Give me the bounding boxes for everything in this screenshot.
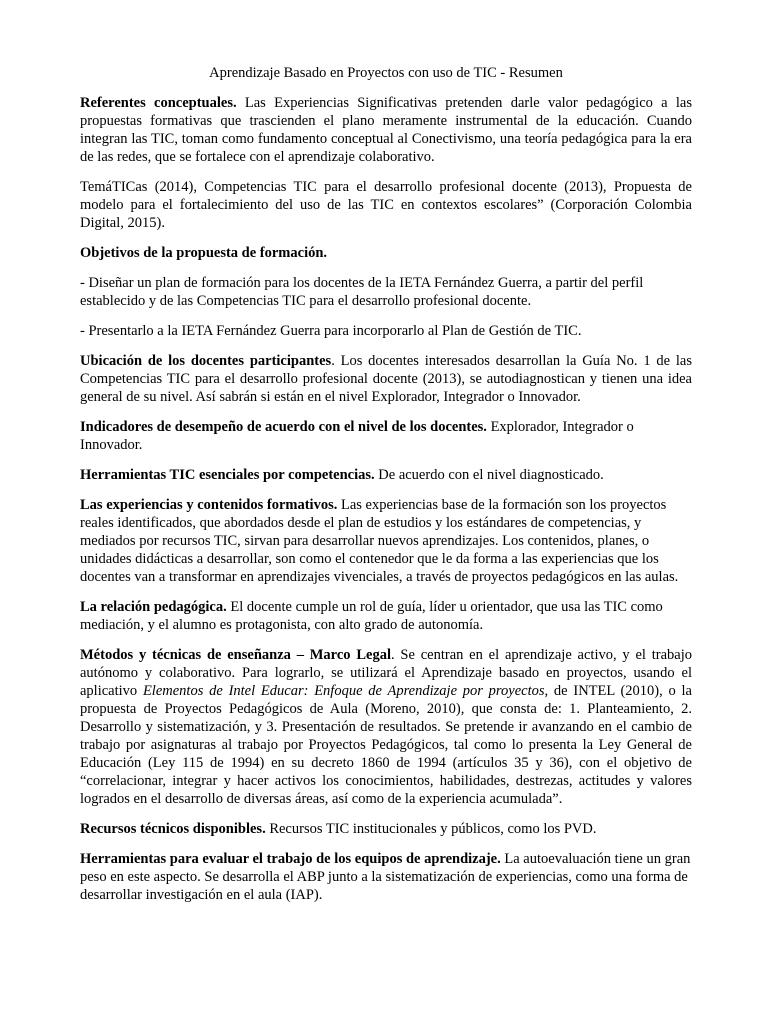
text-relacion: El docente cumple un rol de guía, líder u orientador, que usa las TIC como mediación, y el alumno es protagonista, con alto grado de autonomía. (80, 599, 663, 633)
paragraph-recursos (80, 820, 692, 838)
document-title: Aprendizaje Basado en Proyectos con uso de TIC - Resumen (209, 65, 563, 81)
heading-objetivos: Objetivos de la propuesta de formación. (80, 245, 328, 261)
paragraph-indicadores (80, 418, 692, 454)
text-tematicas: TemáTICas (2014), Competencias TIC para el desarrollo profesional docente (2013), Propuesta de modelo para el fortalecimiento del uso de las TIC en contextos escolares” (Corporación Colombia Digital, 2015). (80, 179, 692, 231)
text-objetivo-1: - Diseñar un plan de formación para los docentes de la IETA Fernández Guerra, a partir del perfil establecido y de las Competencias TIC para el desarrollo profesional docente. (80, 275, 644, 309)
paragraph-herramientas-eval (80, 850, 692, 904)
text-recursos: Recursos TIC institucionales y públicos, como los PVD. (265, 821, 597, 837)
text-herramientas-tic: De acuerdo con el nivel diagnosticado. (374, 467, 604, 483)
text-herramientas-eval: La autoevaluación tiene un gran peso en este aspecto. Se desarrolla el ABP junto a la sistematización de experiencias, como una forma de desarrollar investigación en el aula (IAP). (80, 851, 691, 903)
paragraph-metodos (80, 646, 692, 808)
heading-experiencias: Las experiencias y contenidos formativos. (80, 497, 338, 513)
heading-indicadores: Indicadores de desempeño de acuerdo con el nivel de los docentes. (80, 419, 487, 435)
heading-relacion: La relación pedagógica. (80, 599, 227, 615)
paragraph-objetivo-1 (80, 274, 692, 310)
heading-referentes: Referentes conceptuales. (80, 95, 237, 111)
paragraph-tematicas (80, 178, 692, 232)
text-objetivo-2: - Presentarlo a la IETA Fernández Guerra para incorporarlo al Plan de Gestión de TIC. (80, 323, 582, 339)
text-metodos-italic: Elementos de Intel Educar: Enfoque de Aprendizaje por proyectos (142, 683, 545, 699)
text-metodos-2: , de INTEL (2010), o la propuesta de Proyectos Pedagógicos de Aula (Moreno, 2010), que consta de: 1. Planteamiento, 2. Desarrollo y sistematización, y 3. Presentación de resultados. Se pretende ir avanzando en el cambio de trabajo por asignaturas al trabajo por Proyectos Pedagógicos, tal como lo presenta la Ley General de Educación (Ley 115 de 1994) en su decreto 1860 de 1994 (artículos 35 y 36), con el objetivo de “correlacionar, integrar y hacer activos los conocimientos, habilidades, destrezas, actitudes y valores logrados en el desarrollo de diversas áreas, así como de la experiencia acumulada”. (80, 683, 692, 807)
heading-recursos: Recursos técnicos disponibles. (80, 821, 266, 837)
document-page (80, 64, 692, 916)
text-metodos-1: . Se centran en el aprendizaje activo, y el trabajo autónomo y colaborativo. Para lograrlo, se utilizará el Aprendizaje basado en proyectos, usando el aplicativo (80, 647, 692, 699)
paragraph-referentes (80, 94, 692, 166)
text-ubicacion: . Los docentes interesados desarrollan la Guía No. 1 de las Competencias TIC para el desarrollo profesional docente (2013), se autodiagnostican y tienen una idea general de su nivel. Así sabrán si están en el nivel Explorador, Integrador o Innovador. (80, 353, 692, 405)
paragraph-objetivos-heading (80, 244, 692, 262)
heading-metodos: Métodos y técnicas de enseñanza – Marco Legal (80, 647, 391, 663)
paragraph-ubicacion (80, 352, 692, 406)
text-experiencias: Las experiencias base de la formación son los proyectos reales identificados, que abordados desde el plan de estudios y los estándares de competencias, y mediados por recursos TIC, sirvan para desarrollar nuevos aprendizajes. Los contenidos, planes, o unidades didácticas a desarrollar, son como el contenedor que le da forma a las experiencias que los docentes van a transformar en aprendizajes vivenciales, a través de proyectos pedagógicos en las aulas. (80, 497, 679, 585)
paragraph-herramientas-tic (80, 466, 692, 484)
paragraph-relacion (80, 598, 692, 634)
heading-herramientas-tic: Herramientas TIC esenciales por competencias. (80, 467, 375, 483)
heading-herramientas-eval: Herramientas para evaluar el trabajo de los equipos de aprendizaje. (80, 851, 501, 867)
text-indicadores: Explorador, Integrador o Innovador. (80, 419, 634, 453)
text-referentes: Las Experiencias Significativas pretenden darle valor pedagógico a las propuestas formativas que trascienden el plano meramente instrumental de la educación. Cuando integran las TIC, toman como fundamento conceptual al Conectivismo, una teoría pedagógica para la era de las redes, que se fortalece con el aprendizaje colaborativo. (80, 95, 692, 165)
heading-ubicacion: Ubicación de los docentes participantes (80, 353, 332, 369)
paragraph-objetivo-2 (80, 322, 692, 340)
paragraph-experiencias (80, 496, 692, 586)
